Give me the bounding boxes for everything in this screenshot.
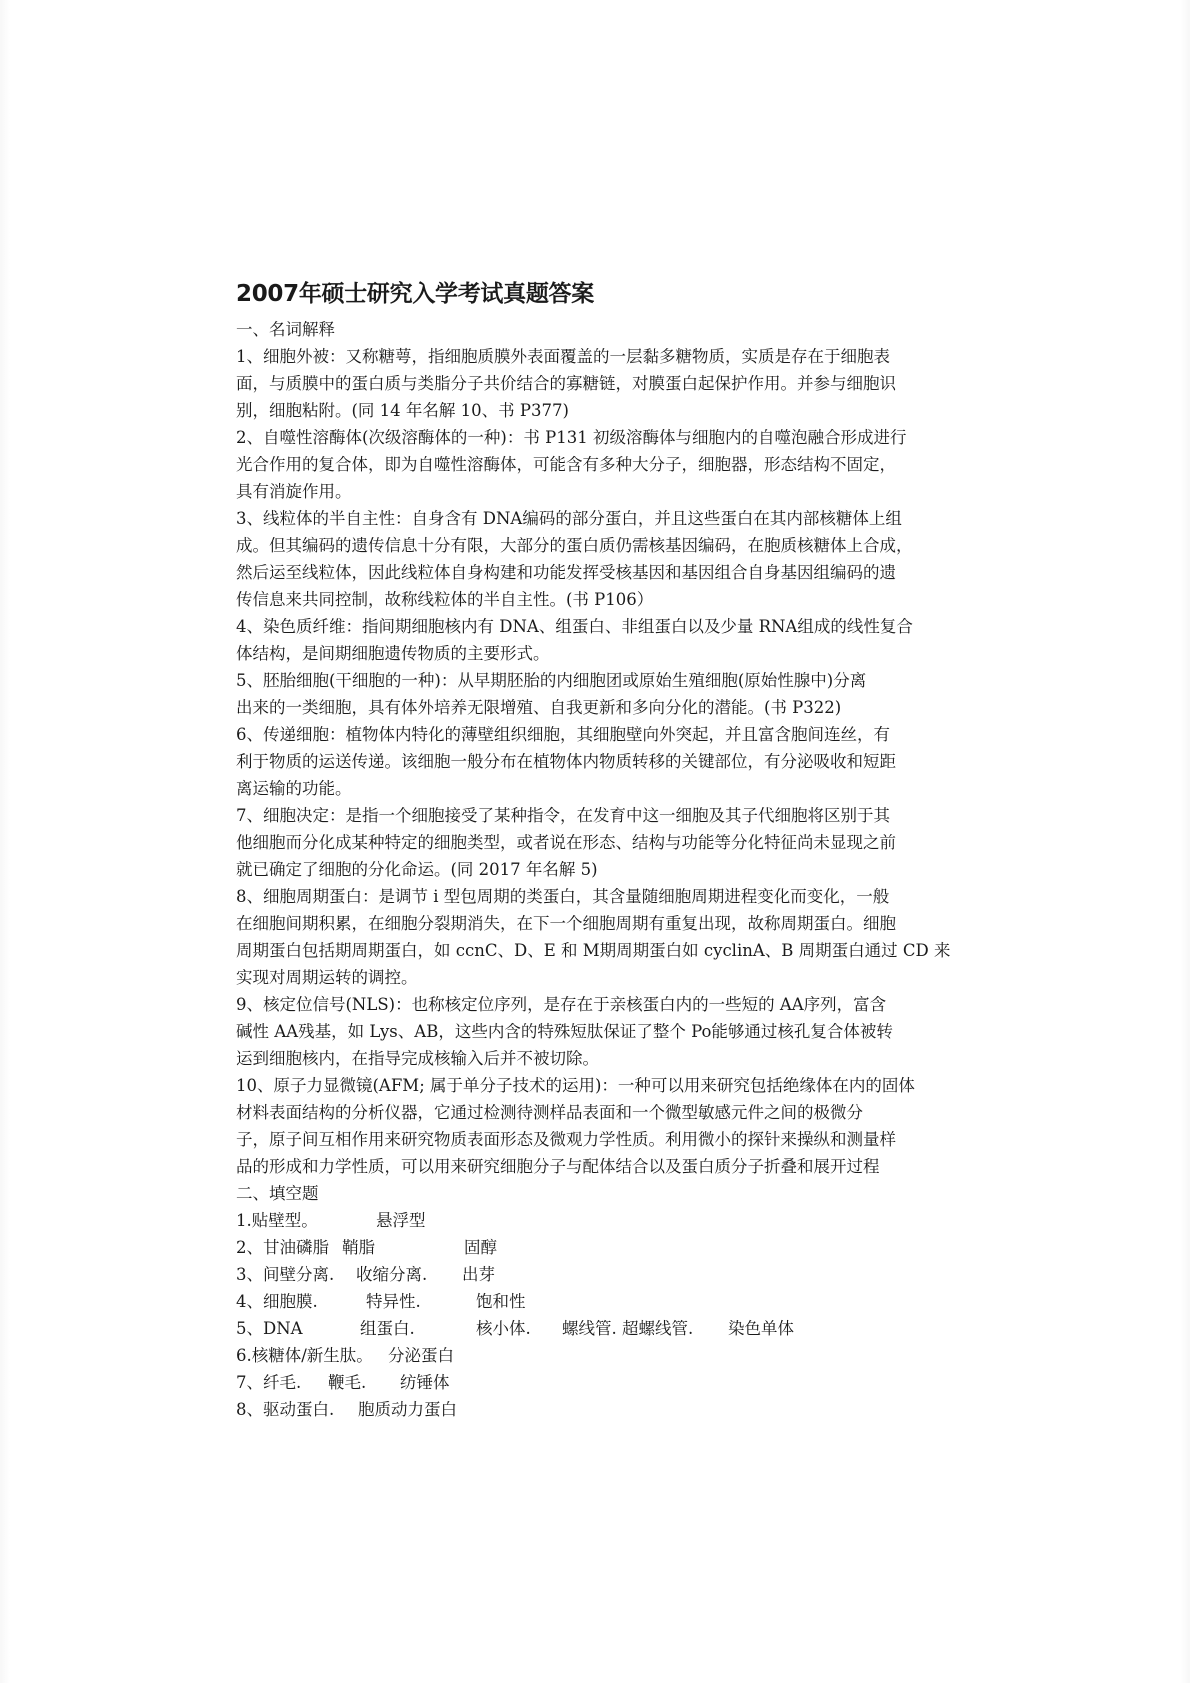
fill-row: [236, 1261, 961, 1288]
text-line: 品的形成和力学性质，可以用来研究细胞分子与配体结合以及蛋白质分子折叠和展开过程: [236, 1157, 880, 1176]
fill-row: [236, 1369, 961, 1396]
fill-row: [236, 1315, 961, 1342]
fill-answer: 1.贴壁型。: [236, 1211, 318, 1230]
fill-answer: 5、DNA: [236, 1319, 303, 1338]
text-line: 周期蛋白包括期周期蛋白，如 ccnC、D、E 和 M期周期蛋白如 cyclinA、B 周期蛋白通过 CD 来: [236, 941, 951, 960]
fill-answer: 固醇: [464, 1238, 497, 1257]
fill-row: [236, 1234, 961, 1261]
document-title: 2007年硕士研究入学考试真题答案: [236, 281, 594, 307]
fill-answer: 分泌蛋白: [388, 1346, 454, 1365]
text-line: 体结构，是间期细胞遗传物质的主要形式。: [236, 644, 550, 663]
fill-answer: 鞭毛.: [328, 1373, 367, 1392]
section-heading-terms: 一、名词解释: [236, 320, 335, 339]
text-line: 材料表面结构的分析仪器，它通过检测待测样品表面和一个微型敏感元件之间的极微分: [236, 1103, 863, 1122]
text-line: 8、细胞周期蛋白：是调节 i 型包周期的类蛋白，其含量随细胞周期进程变化而变化，一般: [236, 887, 890, 906]
text-line: 1、细胞外被：又称糖萼，指细胞质膜外表面覆盖的一层黏多糖物质，实质是存在于细胞表: [236, 347, 890, 366]
fill-answer: 2、甘油磷脂: [236, 1238, 329, 1257]
fill-answer: 核小体.: [476, 1319, 531, 1338]
fill-row: [236, 1342, 961, 1369]
text-line: 然后运至线粒体，因此线粒体自身构建和功能发挥受核基因和基因组合自身基因组编码的遗: [236, 563, 896, 582]
text-line: 9、核定位信号(NLS)：也称核定位序列，是存在于亲核蛋白内的一些短的 AA序列，富含: [236, 995, 887, 1014]
section-heading-fill: 二、填空题: [236, 1184, 319, 1203]
fill-answer: 出芽: [462, 1265, 495, 1284]
text-line: 碱性 AA残基，如 Lys、AB，这些内含的特殊短肽保证了整个 Po能够通过核孔复合体被转: [236, 1022, 893, 1041]
fill-answer: 组蛋白.: [360, 1319, 415, 1338]
fill-answers: [236, 1207, 961, 1423]
text-line: 他细胞而分化成某种特定的细胞类型，或者说在形态、结构与功能等分化特征尚未显现之前: [236, 833, 896, 852]
fill-answer: 悬浮型: [376, 1211, 426, 1230]
fill-answer: 纺锤体: [400, 1373, 450, 1392]
fill-row: [236, 1207, 961, 1234]
text-line: 7、细胞决定：是指一个细胞接受了某种指令，在发育中这一细胞及其子代细胞将区别于其: [236, 806, 890, 825]
text-line: 离运输的功能。: [236, 779, 352, 798]
fill-answer: 6.核糖体/新生肽。: [236, 1346, 373, 1365]
text-line: 出来的一类细胞，具有体外培养无限增殖、自我更新和多向分化的潜能。(书 P322): [236, 698, 842, 717]
term-definitions: [236, 343, 961, 1180]
text-line: 面，与质膜中的蛋白质与类脂分子共价结合的寡糖链，对膜蛋白起保护作用。并参与细胞识: [236, 374, 896, 393]
text-line: 传信息来共同控制，故称线粒体的半自主性。(书 P106）: [236, 590, 654, 609]
text-line: 3、线粒体的半自主性：自身含有 DNA编码的部分蛋白，并且这些蛋白在其内部核糖体上组: [236, 509, 902, 528]
text-line: 4、染色质纤维：指间期细胞核内有 DNA、组蛋白、非组蛋白以及少量 RNA组成的线性复合: [236, 617, 913, 636]
fill-answer: 饱和性: [476, 1292, 526, 1311]
text-line: 具有消旋作用。: [236, 482, 352, 501]
fill-row: [236, 1396, 961, 1423]
text-line: 子，原子间互相作用来研究物质表面形态及微观力学性质。利用微小的探针来操纵和测量样: [236, 1130, 896, 1149]
text-line: 别，细胞粘附。(同 14 年名解 10、书 P377): [236, 401, 569, 420]
fill-answer: 特异性.: [366, 1292, 421, 1311]
page-edge-right: [1180, 0, 1190, 1683]
text-line: 光合作用的复合体，即为自噬性溶酶体，可能含有多种大分子，细胞器，形态结构不固定，: [236, 455, 896, 474]
text-line: 成。但其编码的遗传信息十分有限，大部分的蛋白质仍需核基因编码，在胞质核糖体上合成，: [236, 536, 913, 555]
document-content: [236, 278, 961, 1423]
text-line: 在细胞间期积累，在细胞分裂期消失，在下一个细胞周期有重复出现，故称周期蛋白。细胞: [236, 914, 896, 933]
text-line: 10、原子力显微镜(AFM; 属于单分子技术的运用)：一种可以用来研究包括绝缘体在内的固体: [236, 1076, 915, 1095]
fill-answer: 收缩分离.: [356, 1265, 428, 1284]
text-line: 就已确定了细胞的分化命运。(同 2017 年名解 5): [236, 860, 598, 879]
fill-answer: 7、纤毛.: [236, 1373, 302, 1392]
fill-answer: 4、细胞膜.: [236, 1292, 318, 1311]
fill-row: [236, 1288, 961, 1315]
text-line: 实现对周期运转的调控。: [236, 968, 418, 987]
fill-answer: 3、间壁分离.: [236, 1265, 335, 1284]
text-line: 利于物质的运送传递。该细胞一般分布在植物体内物质转移的关键部位，有分泌吸收和短距: [236, 752, 896, 771]
fill-answer: 螺线管. 超螺线管.: [562, 1319, 694, 1338]
text-line: 2、自噬性溶酶体(次级溶酶体的一种)：书 P131 初级溶酶体与细胞内的自噬泡融合形成进行: [236, 428, 907, 447]
page-edge-left: [0, 0, 10, 1683]
fill-answer: 染色单体: [728, 1319, 794, 1338]
fill-answer: 鞘脂: [342, 1238, 375, 1257]
text-line: 6、传递细胞：植物体内特化的薄壁组织细胞，其细胞壁向外突起，并且富含胞间连丝，有: [236, 725, 890, 744]
fill-answer: 8、驱动蛋白.: [236, 1400, 335, 1419]
text-line: 5、胚胎细胞(干细胞的一种)：从早期胚胎的内细胞团或原始生殖细胞(原始性腺中)分离: [236, 671, 867, 690]
text-line: 运到细胞核内，在指导完成核输入后并不被切除。: [236, 1049, 599, 1068]
fill-answer: 胞质动力蛋白: [358, 1400, 457, 1419]
